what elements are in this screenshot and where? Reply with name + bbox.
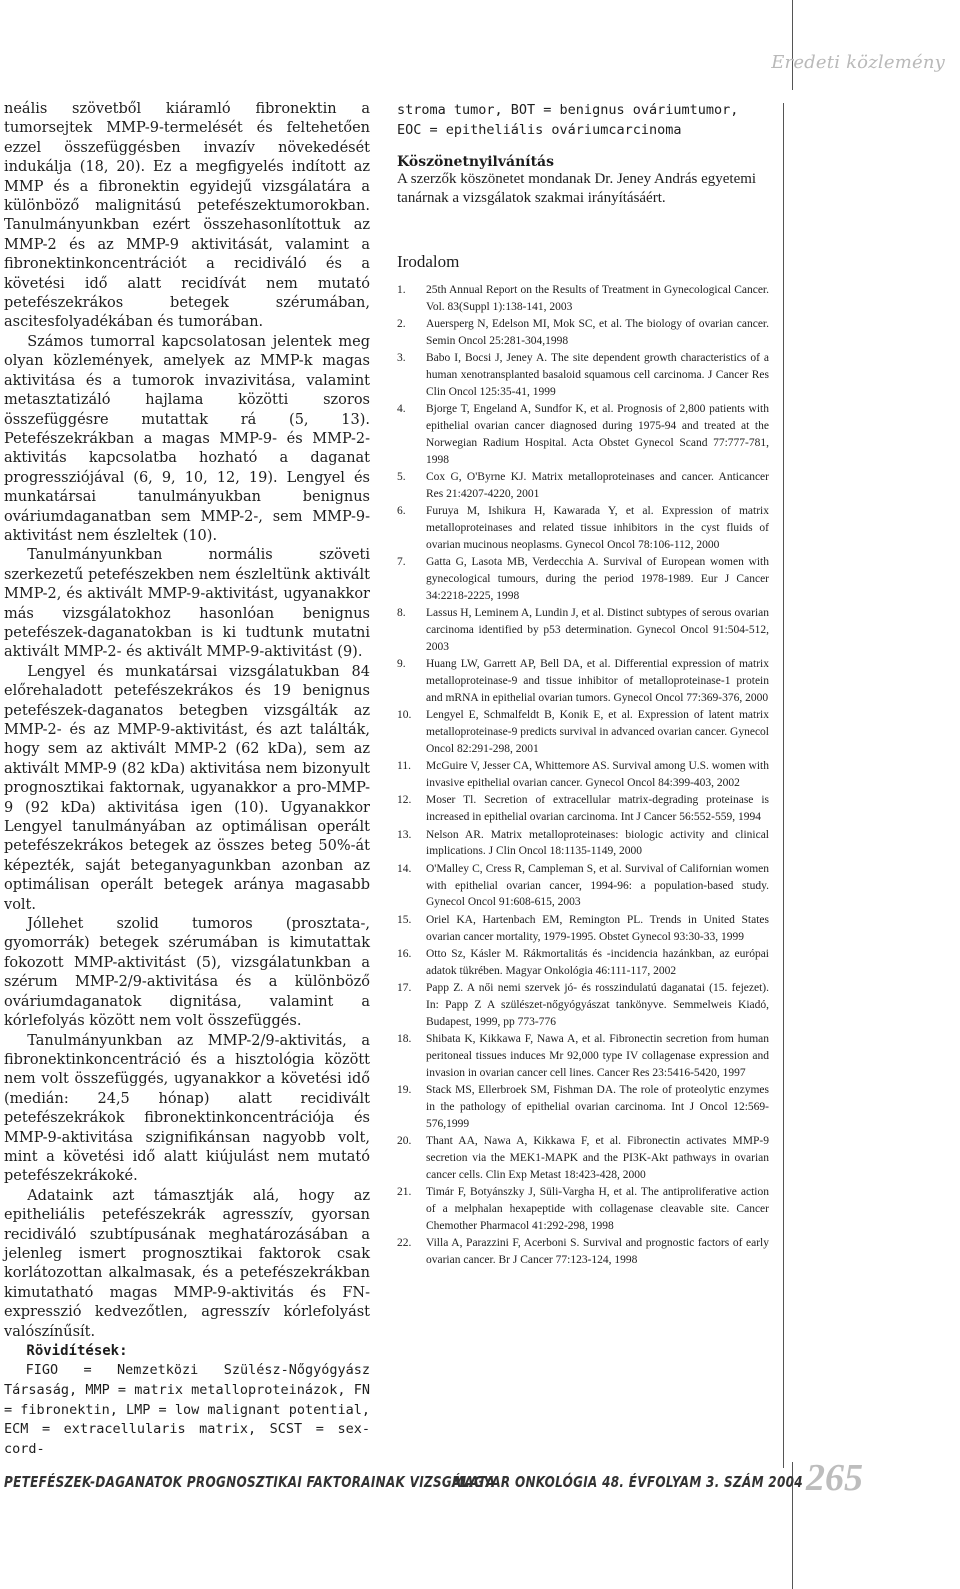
reference-number: 1. bbox=[397, 284, 406, 296]
acknowledgement-heading: Köszönetnyilvánítás bbox=[397, 154, 554, 170]
column-divider bbox=[783, 103, 784, 1468]
reference-number: 17. bbox=[397, 982, 412, 995]
reference-item bbox=[397, 605, 769, 655]
reference-number: 18. bbox=[397, 1033, 412, 1046]
reference-number: 13. bbox=[397, 828, 412, 841]
reference-text: Lassus H, Leminem A, Lundin J, et al. Distinct subtypes of serous ovarian carcinoma identified by p53 determination. Gynecol Oncol 91:504-512, 2003 bbox=[426, 607, 769, 653]
reference-number: 3. bbox=[397, 352, 406, 365]
reference-text: Villa A, Parazzini F, Acerboni S. Survival and prognostic factors of early ovarian cancer. Br J Cancer 77:123-124, 1998 bbox=[426, 1237, 769, 1266]
paragraph: Tanulmányunkban az MMP-2/9-aktivitás, a fibronektinkoncentráció és a hisztológia között nem volt összefüggés, ugyanakkor a követési idő (medián: 24,5 hónap) alatt recidivált petefészekrákok fibronektinkoncentrációja és MMP-9-aktivitása szignifikánsan nagyobb volt, mint a követési idő alatt kiújulást nem mutató petefészekrákoké. bbox=[4, 1032, 370, 1185]
left-column bbox=[4, 100, 370, 1459]
reference-text: Timár F, Botyánszky J, Süli-Vargha H, et al. The antiproliferative action of a melphalan hexapeptide with collagenase cleavable site. Cancer Chemother Pharmacol 41:292-298, 1998 bbox=[426, 1186, 769, 1232]
reference-item bbox=[397, 912, 769, 946]
reference-number: 8. bbox=[397, 607, 406, 620]
reference-number: 2. bbox=[397, 318, 406, 331]
reference-item bbox=[397, 350, 769, 400]
references-heading: Irodalom bbox=[397, 252, 460, 271]
reference-item bbox=[397, 1133, 769, 1183]
reference-number: 19. bbox=[397, 1084, 412, 1097]
reference-number: 16. bbox=[397, 947, 412, 960]
running-title: PETEFÉSZEK-DAGANATOK PROGNOSZTIKAI FAKTORAINAK VIZSGÁLATA bbox=[4, 1473, 496, 1491]
reference-text: Nelson AR. Matrix metalloproteinases: biologic activity and clinical implications. J Clin Oncol 18:1135-1149, 2000 bbox=[426, 828, 769, 858]
reference-text: Oriel KA, Hartenbach EM, Remington PL. Trends in United States ovarian cancer mortality, 1979-1995. Obstet Gynecol 93:30-33, 1999 bbox=[426, 913, 769, 943]
reference-text: 25th Annual Report on the Results of Treatment in Gynecological Cancer. Vol. 83(Suppl 1):138-141, 2003 bbox=[426, 284, 769, 313]
vertical-rule-top bbox=[792, 0, 793, 90]
reference-item bbox=[397, 503, 769, 553]
reference-item bbox=[397, 946, 769, 980]
reference-number: 21. bbox=[397, 1186, 412, 1199]
reference-item bbox=[397, 1235, 769, 1269]
reference-text: McGuire V, Jesser CA, Whittemore AS. Survival among U.S. women with invasive epithelial ovarian cancer. Gynecol Oncol 84:399-403, 2002 bbox=[426, 760, 769, 790]
reference-text: Shibata K, Kikkawa F, Nawa A, et al. Fibronectin secretion from human peritoneal tissues induces Mr 92,000 type IV collagenase expression and invasion in ovarian cancer cell lines. Cancer Res 23:5416-5420, 1997 bbox=[426, 1033, 769, 1079]
reference-item bbox=[397, 469, 769, 503]
reference-item bbox=[397, 554, 769, 604]
reference-number: 12. bbox=[397, 794, 412, 807]
reference-text: Huang LW, Garrett AP, Bell DA, et al. Differential expression of matrix metalloproteinase-9 and tissue inhibitor of metalloproteinase-1 protein and mRNA in epithelial ovarian tumors. Gynecol Oncol 77:369-376, 2000 bbox=[426, 658, 769, 704]
reference-item bbox=[397, 827, 769, 861]
reference-number: 9. bbox=[397, 658, 406, 671]
reference-text: Stack MS, Ellerbroek SM, Fishman DA. The role of proteolytic enzymes in the pathology of epithelial ovarian carcinoma. Int J Oncol 12:569-576,1999 bbox=[426, 1084, 769, 1130]
reference-text: Lengyel E, Schmalfeldt B, Konik E, et al. Expression of latent matrix metalloproteinase-9 predicts survival in advanced ovarian cancer. Gynecol Oncol 82:291-298, 2001 bbox=[426, 709, 769, 755]
paragraph: Számos tumorral kapcsolatosan jelentek meg olyan közlemények, amelyek az MMP-k magas aktivitása és a tumorok invazivitása, valamint metasztatizáló hajlama közötti szoros összefüggésre mutattak rá (5, 13). Petefészekrákban a magas MMP-9- és MMP-2-aktivitás kapcsolatba hozható a daganat progressziójával (6, 9, 10, 12, 19). Lengyel és munkatársai tanulmányukban benignus ováriumdaganatban sem MMP-2-, sem MMP-9-aktivitást nem észleltek (10). bbox=[4, 333, 370, 544]
journal-info: MAGYAR ONKOLÓGIA 48. ÉVFOLYAM 3. SZÁM 2004 bbox=[452, 1473, 803, 1491]
abbreviations-text: FIGO = Nemzetközi Szülész-Nőgyógyász Társaság, MMP = matrix metalloproteinázok, FN = fibronektin, LMP = low malignant potential, ECM = extracellularis matrix, SCST = sex-cord- bbox=[4, 1362, 370, 1457]
section-tag: Eredeti közlemény bbox=[771, 52, 945, 73]
reference-item bbox=[397, 1082, 769, 1132]
paragraph: neális szövetből kiáramló fibronektin a tumorsejtek MMP-9-termelését és feltehetően ezzel összefüggésben invazív növekedését indukálja (18, 20). Ez a megfigyelés indított az MMP és a fibronektin egyidejű vizsgálatára a különböző malignitású petefészektumorokban. Tanulmányunkban ezért összehasonlítottuk az MMP-2 és az MMP-9 aktivitását, valamint a fibronektinkoncentrációt a recidiváló és a követési idő alatt recidívát nem mutató petefészekrákos betegek szérumában, ascitesfolyadékában és tumorában. bbox=[4, 101, 370, 331]
reference-text: Otto Sz, Kásler M. Rákmortalitás és -incidencia hazánkban, az európai adatok tükrében. Magyar Onkológia 46:111-117, 2002 bbox=[426, 947, 769, 977]
reference-text: Babo I, Bocsi J, Jeney A. The site dependent growth characteristics of a human xenotransplanted basaloid squamous cell carcinoma. J Cancer Res Clin Oncol 125:35-41, 1999 bbox=[426, 352, 769, 398]
acknowledgement-text: A szerzők köszönetet mondanak Dr. Jeney András egyetemi tanárnak a vizsgálatok szakmai irányításáért. bbox=[397, 171, 757, 206]
reference-number: 11. bbox=[397, 760, 411, 773]
reference-number: 5. bbox=[397, 471, 406, 484]
reference-number: 22. bbox=[397, 1237, 412, 1250]
reference-text: Thant AA, Nawa A, Kikkawa F, et al. Fibronectin activates MMP-9 secretion via the MEK1-MAPK and the PI3K-Akt pathways in ovarian cancer cells. Clin Exp Metast 18:423-428, 2000 bbox=[426, 1135, 769, 1181]
reference-number: 14. bbox=[397, 862, 412, 875]
reference-text: Gatta G, Lasota MB, Verdecchia A. Survival of European women with gynecological tumours, during the period 1978-1989. Eur J Cancer 34:2218-2225, 1998 bbox=[426, 556, 769, 602]
reference-text: Cox G, O'Byrne KJ. Matrix metalloproteinases and cancer. Anticancer Res 21:4207-4220, 2001 bbox=[426, 471, 769, 500]
reference-text: Papp Z. A női nemi szervek jó- és rosszindulatú daganatai (15. fejezet). In: Papp Z A szülészet-nőgyógyászat tankönyve. Semmelweis Kiadó, Budapest, 1999, pp 773-776 bbox=[426, 982, 769, 1028]
reference-item bbox=[397, 1031, 769, 1081]
reference-number: 10. bbox=[397, 709, 412, 722]
paragraph: Tanulmányunkban normális szöveti szerkezetű petefészekben nem észleltünk aktivált MMP-2, és aktivált MMP-9-aktivitást, ugyanakkor más vizsgálatokhoz hasonlóan benignus petefészek-daganatokban is ki tudtunk mutatni aktivált MMP-2- és aktivált MMP-9-aktivitást (9). bbox=[4, 547, 370, 661]
reference-number: 15. bbox=[397, 913, 412, 926]
reference-list bbox=[397, 282, 769, 1269]
reference-item bbox=[397, 316, 769, 350]
reference-item bbox=[397, 861, 769, 911]
reference-number: 4. bbox=[397, 403, 406, 416]
right-column bbox=[397, 100, 769, 1269]
paragraph: Lengyel és munkatársai vizsgálatukban 84 előrehaladott petefészekrákos és 19 benignus petefészek-daganatos betegben vizsgálták az MMP-2- és az MMP-9-aktivitást, és azt találták, hogy sem az aktivált MMP-2 (62 kDa), sem az aktivált MMP-9 (82 kDa) aktivitása nem bizonyult prognosztikai faktornak, ugyanakkor a pro-MMP-9 (92 kDa) aktivitása igen (10). Ugyanakkor Lengyel tanulmányában az optimálisan operált petefészekrákos betegek az összes beteg 50%-át képezték, saját beteganyagunkban azonban az optimálisan operált betegek aránya magasabb volt. bbox=[4, 663, 370, 913]
reference-number: 6. bbox=[397, 505, 406, 518]
reference-item bbox=[397, 282, 769, 316]
abbreviations-continued: stroma tumor, BOT = benignus ováriumtumor, EOC = epitheliális ováriumcarcinoma bbox=[397, 102, 739, 138]
reference-item bbox=[397, 758, 769, 792]
reference-item bbox=[397, 1184, 769, 1234]
reference-number: 7. bbox=[397, 556, 406, 569]
reference-text: Moser Tl. Secretion of extracellular matrix-degrading proteinase is increased in epithelial ovarian carcinoma. Int J Cancer 56:552-559, 1994 bbox=[426, 794, 769, 824]
reference-item bbox=[397, 401, 769, 468]
reference-text: Furuya M, Ishikura H, Kawarada Y, et al. Expression of matrix metalloproteinases and related tissue inhibitors in the cyst fluids of ovarian mucinous neoplasms. Gynecol Oncol 78:106-112, 2000 bbox=[426, 505, 769, 551]
reference-item bbox=[397, 792, 769, 826]
reference-number: 20. bbox=[397, 1135, 412, 1148]
abbreviations-heading: Rövidítések: bbox=[26, 1343, 128, 1359]
reference-item bbox=[397, 656, 769, 706]
paragraph: Jóllehet szolid tumoros (prosztata-, gyomorrák) betegek szérumában is kimutattak fokozott MMP-aktivitást (5), vizsgálatunkban a szérum MMP-2/9-aktivitása és a különböző ováriumdaganatok dignitása, valamint a kórlefolyás között nem volt összefüggés. bbox=[4, 916, 370, 1030]
page-number: 265 bbox=[806, 1457, 863, 1499]
reference-item bbox=[397, 980, 769, 1030]
reference-item bbox=[397, 707, 769, 757]
paragraph: Adataink azt támasztják alá, hogy az epitheliális petefészekrák agresszív, gyorsan recidiváló szubtípusának meghatározásában a jelenleg ismert prognosztikai faktorok csak korlátozottan alkalmasak, és a petefészekrákban kimutatható magas MMP-9-aktivitás és FN-expresszió kedvezőtlen, agresszív kórlefolyást valószínűsít. bbox=[4, 1187, 370, 1340]
reference-text: O'Malley C, Cress R, Campleman S, et al. Survival of Californian women with epithelial ovarian cancer, 1994-96: a population-based study. Gynecol Oncol 91:608-615, 2003 bbox=[426, 862, 769, 909]
reference-text: Bjorge T, Engeland A, Sundfor K, et al. Prognosis of 2,800 patients with epithelial ovarian cancer diagnosed during 1975-94 and treated at the Norwegian Radium Hospital. Acta Obstet Gynecol Scand 77:777-781, 1998 bbox=[426, 403, 769, 466]
reference-text: Auersperg N, Edelson MI, Mok SC, et al. The biology of ovarian cancer. Semin Oncol 25:281-304,1998 bbox=[426, 318, 769, 347]
